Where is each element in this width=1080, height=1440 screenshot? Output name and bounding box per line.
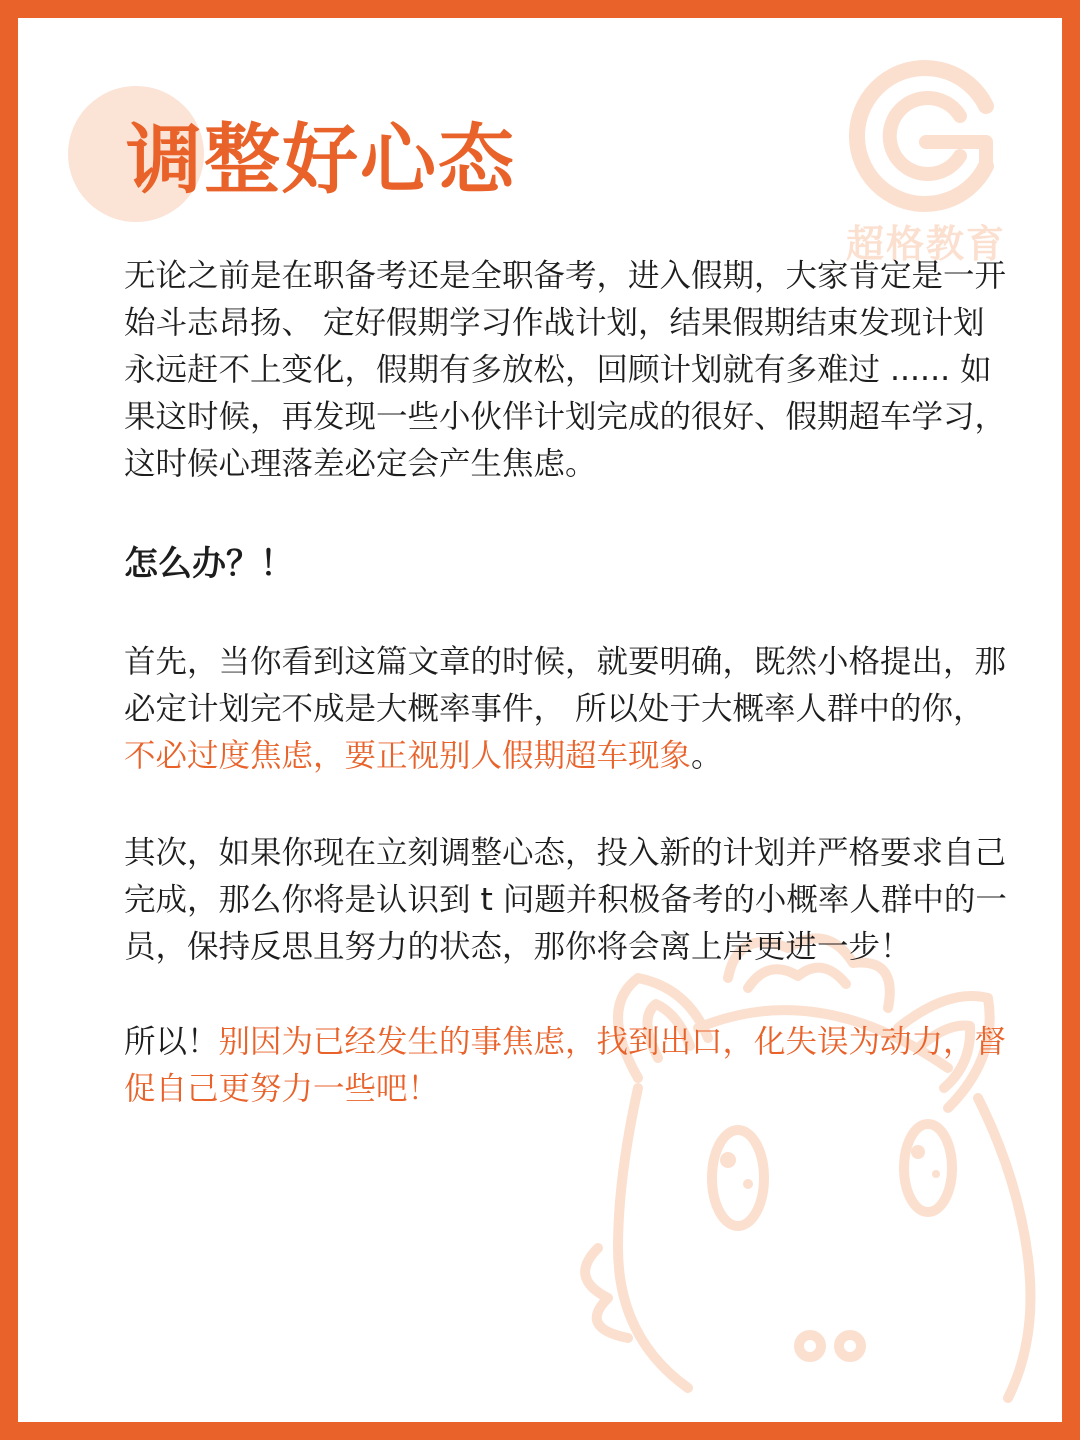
paragraph-first-end: 。 <box>691 738 723 774</box>
paragraph-intro: 无论之前是在职备考还是全职备考，进入假期，大家肯定是一开始斗志昂扬、 定好假期学习作战计划，结果假期结束发现计划永远赶不上变化，假期有多放松，回顾计划就有多难过 ...... 如果这时候，再发现一些小伙伴计划完成的很好、假期超车学习，这时候心理落差必定会产生焦虑。 <box>124 258 1007 482</box>
content-card <box>18 18 1062 1422</box>
paragraph-conclusion <box>124 1019 1014 1113</box>
paragraph-first <box>124 639 1014 780</box>
paragraph-first-text: 首先，当你看到这篇文章的时候，就要明确，既然小格提出，那必定计划完不成是大概率事件， 所以处于大概率人群中的你， <box>124 644 1007 727</box>
paragraph-conclusion-highlight: 别因为已经发生的事焦虑，找到出口，化失误为动力，督促自己更努力一些吧！ <box>124 1024 1007 1107</box>
g-logo-icon <box>836 56 1006 216</box>
paragraph-conclusion-lead: 所以！ <box>124 1024 219 1060</box>
section-heading: 怎么办？！ <box>124 544 294 584</box>
article-body <box>124 248 1014 1113</box>
page-title: 调整好心态 <box>126 115 516 204</box>
paragraph-second: 其次，如果你现在立刻调整心态，投入新的计划并严格要求自己完成，那么你将是认识到 t 问题并积极备考的小概率人群中的一员，保持反思且努力的状态，那你将会离上岸更进一步！ <box>124 835 1007 965</box>
brand-name: 超格教育 <box>846 222 1007 266</box>
paragraph-first-highlight: 不必过度焦虑，要正视别人假期超车现象 <box>124 738 692 774</box>
